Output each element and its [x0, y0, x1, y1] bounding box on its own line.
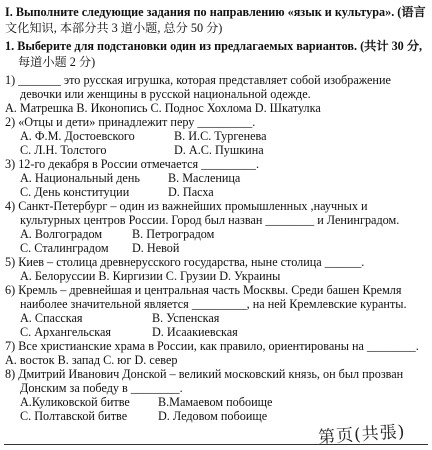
bottom-rule: [4, 444, 428, 445]
question-8-line-2: Донским за победу в ________.: [20, 381, 183, 395]
question-8-option-d: D. Ледовом побоище: [158, 409, 268, 423]
question-2-option-c: C. Л.Н. Толстого: [20, 143, 107, 157]
question-2-option-a: A. Ф.М. Достоевского: [20, 129, 135, 143]
question-1-line-1: 1) _______ это русская игрушка, которая представляет собой изображение: [5, 73, 391, 87]
question-2-line-1: 2) «Отцы и дети» принадлежит перу _________.: [5, 115, 256, 129]
question-3-line-1: 3) 12-го декабря в России отмечается _________.: [5, 157, 260, 171]
question-8-line-1: 8) Дмитрий Иванович Донской – великий московский князь, он был прозван: [5, 367, 404, 381]
question-4-line-2: культурных центров России. Город был назван ________ и Ленинградом.: [20, 213, 400, 227]
question-3-option-a: A. Национальный день: [20, 171, 140, 185]
question-1-options: A. Матрешка B. Иконопись C. Поднос Хохлома D. Шкатулка: [5, 101, 321, 115]
question-2-option-b: B. И.С. Тургенева: [174, 129, 267, 143]
question-6-option-d: D. Исаакиевская: [152, 325, 238, 339]
question-6-line-1: 6) Кремль – древнейшая и центральная часть Москвы. Среди башен Кремля: [5, 283, 402, 297]
question-4-option-d: D. Невой: [132, 241, 180, 255]
handwritten-page-number: 第页(共張): [317, 421, 407, 449]
question-3-option-d: D. Пасха: [168, 185, 214, 199]
section-heading-cn: 文化知识, 本部分共 3 道小题, 总分 50 分): [5, 21, 223, 35]
question-4-option-b: B. Петроградом: [132, 227, 215, 241]
task-title-cn: 每道小题 2 分): [18, 55, 96, 69]
task-title: 1. Выберите для подстановки один из предлагаемых вариантов. (共计 30 分,: [5, 39, 423, 53]
question-5-options: A. Белоруссии B. Киргизии C. Грузии D. Украины: [20, 269, 281, 283]
question-4-option-a: A. Волгоградом: [20, 227, 103, 241]
question-6-option-c: C. Архангельская: [20, 325, 112, 339]
question-6-line-2: наиболее значительной является _________, на ней Кремлевские куранты.: [20, 297, 407, 311]
question-8-option-c: C. Полтавской битве: [20, 409, 128, 423]
question-7-line-1: 7) Все христианские храма в России, как правило, ориентированы на ________.: [5, 339, 419, 353]
question-4-line-1: 4) Санкт-Петербург – один из важнейших промышленных ,научных и: [5, 199, 368, 213]
question-6-option-a: A. Спасская: [20, 311, 83, 325]
question-6-option-b: B. Успенская: [152, 311, 220, 325]
question-8-option-b: B.Мамаевом побоище: [158, 395, 273, 409]
question-5-line-1: 5) Киев – столица древнерусского государства, ныне столица ______.: [5, 255, 365, 269]
question-2-option-d: D. А.С. Пушкина: [174, 143, 264, 157]
section-heading: I. Выполните следующие задания по направлению «язык и культура». (语言: [5, 5, 426, 19]
question-3-option-c: C. День конституции: [20, 185, 130, 199]
question-3-option-b: B. Масленица: [168, 171, 241, 185]
question-1-line-2: девочки или женщины в русской национальной одежде.: [20, 87, 311, 101]
question-8-option-a: A.Куликовской битве: [20, 395, 130, 409]
question-7-options: A. восток B. запад C. юг D. север: [5, 353, 178, 367]
question-4-option-c: C. Сталинградом: [20, 241, 109, 255]
